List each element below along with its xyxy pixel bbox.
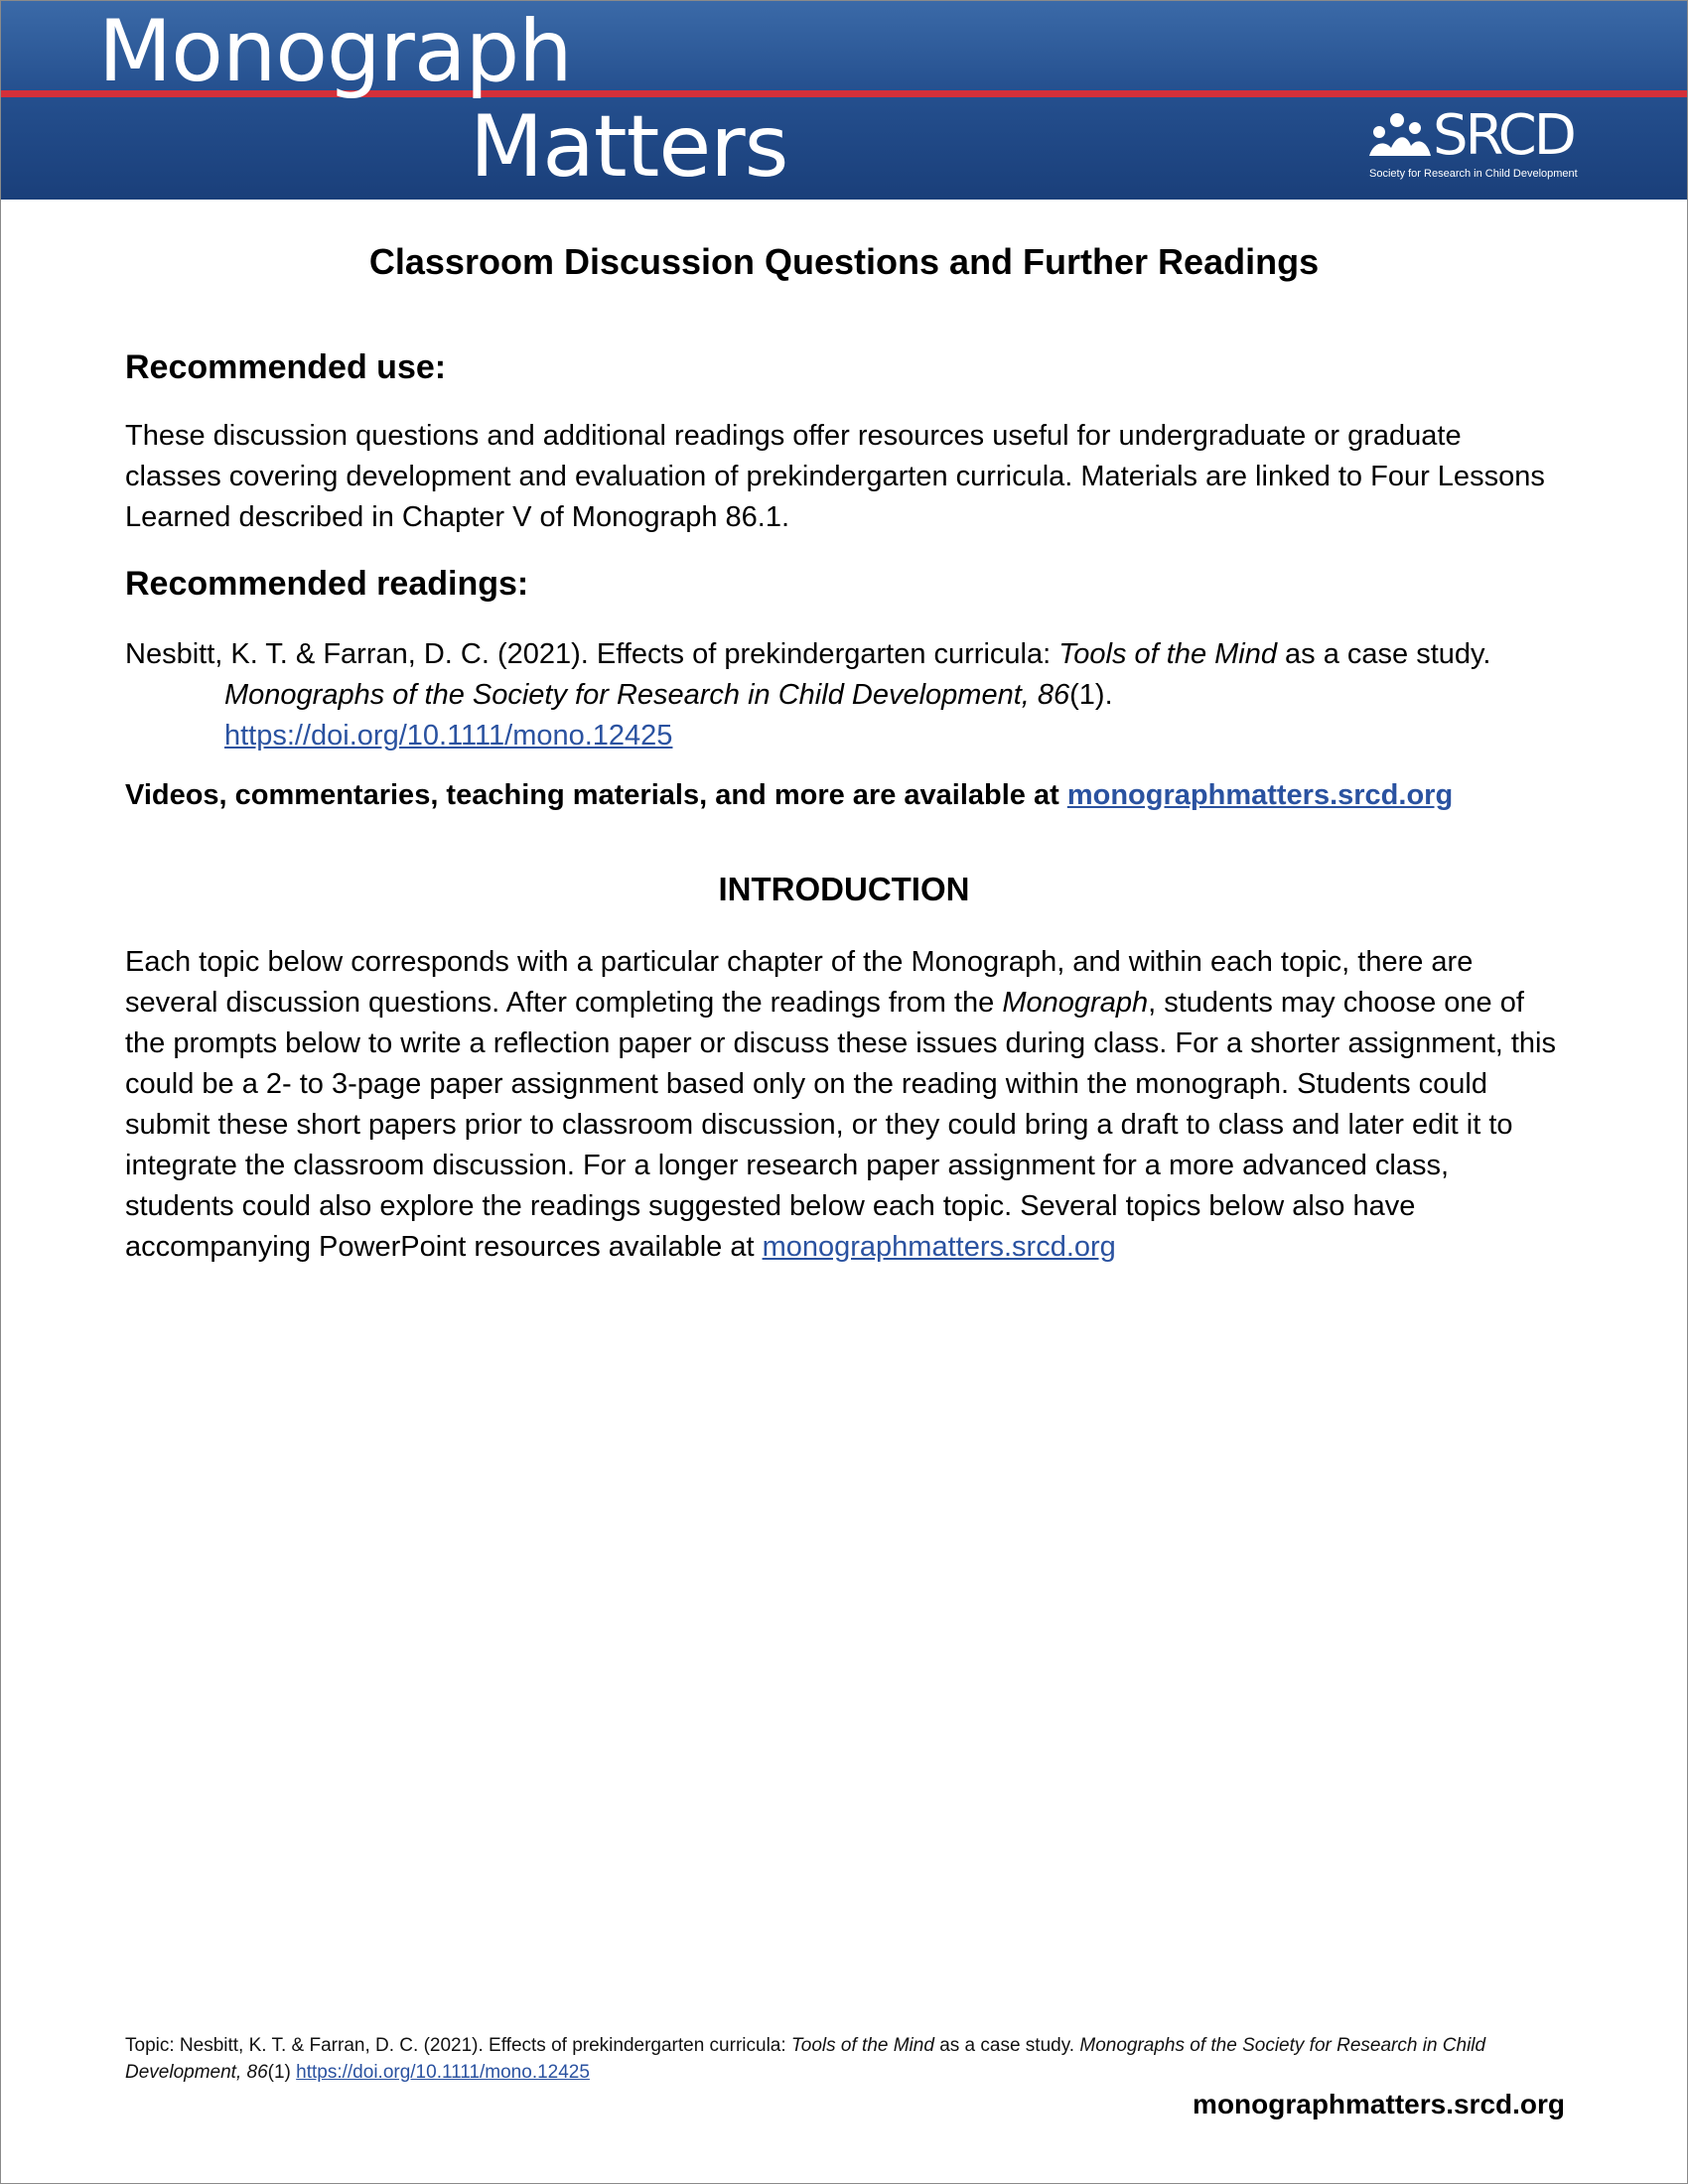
ref-doi-line (125, 716, 1565, 756)
ref-journal-line (125, 675, 1565, 716)
footer-journal: Monographs of the Society for Research in Child Development, 86 (125, 2035, 1486, 2083)
footer-doi-link[interactable]: https://doi.org/10.1111/mono.12425 (296, 2062, 590, 2083)
resources-note (125, 779, 1595, 812)
recommended-use-heading: Recommended use: (125, 348, 447, 386)
footer-site-url: monographmatters.srcd.org (1193, 2089, 1565, 2119)
footer-prefix: Topic: Nesbitt, K. T. & Farran, D. C. (2021). Effects of prekindergarten curricula: (125, 2035, 791, 2056)
footer-issue: (1) (267, 2062, 297, 2083)
recommended-use-body: These discussion questions and additional readings offer resources useful for undergraduate or graduate classes covering development and evaluation of prekindergarten curricula. Materials are linked to Four Lessons Learned described in Chapter V of Monograph 86.1. (125, 420, 1545, 533)
footer-topic-citation (125, 2032, 1565, 2086)
resources-text: Videos, commentaries, teaching materials, and more are available at (125, 779, 1067, 811)
header-banner (1, 1, 1687, 200)
reference-entry (125, 634, 1565, 756)
ref-issue: (1). (1069, 679, 1113, 711)
footer-after-title: as a case study. (933, 2035, 1080, 2056)
intro-link[interactable]: monographmatters.srcd.org (762, 1231, 1116, 1263)
ref-after-title: as a case study. (1277, 638, 1491, 670)
srcd-wordmark: SRCD (1433, 103, 1574, 168)
resources-link[interactable]: monographmatters.srcd.org (1066, 779, 1454, 811)
srcd-figures-icon (1367, 112, 1433, 160)
ref-journal: Monographs of the Society for Research in Child Development, 86 (224, 679, 1070, 711)
footer-title: Tools of the Mind (790, 2035, 934, 2056)
page-title: Classroom Discussion Questions and Further Readings (368, 241, 1320, 282)
ref-title: Tools of the Mind (1058, 638, 1277, 670)
ref-doi-link[interactable]: https://doi.org/10.1111/mono.12425 (224, 720, 673, 751)
srcd-subtitle: Society for Research in Child Development (1369, 168, 1578, 180)
intro-text-1: Each topic below corresponds with a particular chapter of the Monograph, and within each topic, there are several discussion questions. After completing the readings from the (125, 946, 1474, 1019)
introduction-heading: INTRODUCTION (718, 871, 970, 907)
introduction-body (125, 942, 1565, 1268)
brand-title-line2: Matters (470, 97, 788, 197)
srcd-logo (1367, 103, 1596, 186)
brand-title-line1: Monograph (98, 2, 572, 101)
ref-authors: Nesbitt, K. T. & Farran, D. C. (2021). Effects of prekindergarten curricula: (125, 638, 1059, 670)
recommended-readings-heading: Recommended readings: (125, 565, 529, 603)
intro-italic: Monograph (1002, 987, 1149, 1019)
intro-text-2: , students may choose one of the prompts below to write a reflection paper or discuss these issues during class. For a shorter assignment, this could be a 2- to 3-page paper assignment based only on the reading within the monograph. Students could submit these short papers prior to classroom discussion, or they could bring a draft to class and later edit it to integrate the classroom discussion. For a longer research paper assignment for a more advanced class, students could also explore the readings suggested below each topic. Several topics below also have accompanying PowerPoint resources available at (125, 987, 1556, 1263)
